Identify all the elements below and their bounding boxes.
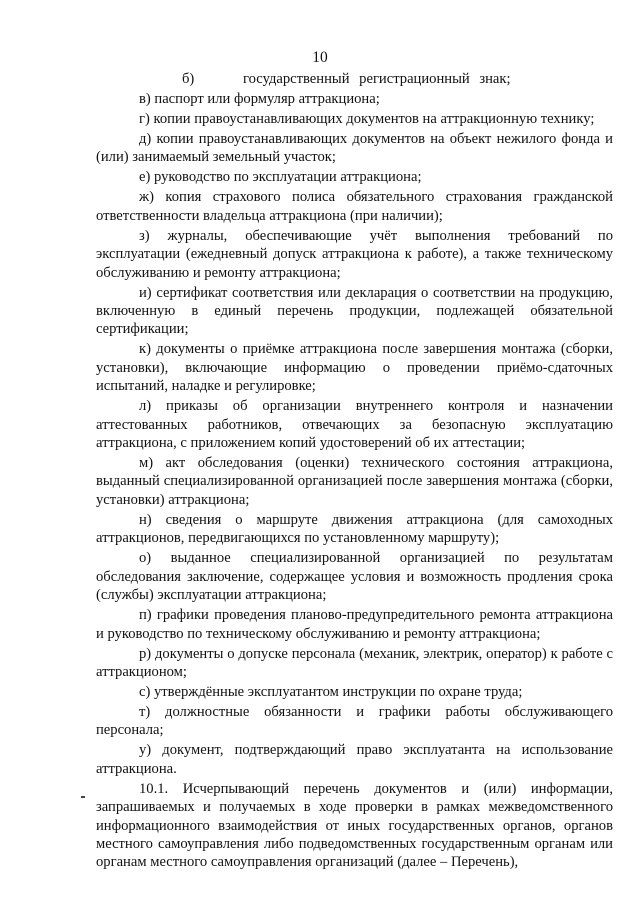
list-item-b-label: б)	[182, 71, 195, 87]
list-item-v: в) паспорт или формуляр аттракциона;	[139, 91, 380, 107]
list-item-s: с) утверждённые эксплуатантом инструкции по охране труда;	[139, 683, 523, 700]
list-item-e: е) руководство по эксплуатации аттракциона;	[139, 169, 422, 186]
paragraph-10-1: 10.1. Исчерпывающий перечень документов и (или) информации, запрашиваемых и получаемых в ходе проверки в рамках межведомственного информационного взаимодействия от иных государственных органов, органов местного самоуправления либо подведомственных государственным органам или органам местного самоуправления организаций (далее – Перечень),	[96, 780, 613, 871]
page-number: 10	[312, 49, 328, 66]
list-item-b	[96, 70, 613, 88]
margin-mark	[81, 796, 85, 798]
list-item-n: н) сведения о маршруте движения аттракциона (для самоходных аттракционов, передвигающихся по установленному маршруту);	[96, 511, 613, 547]
list-item-u: у) документ, подтверждающий право эксплуатанта на использование аттракциона.	[96, 742, 613, 777]
list-item-z: з) журналы, обеспечивающие учёт выполнения требований по эксплуатации (ежедневный допуск аттракциона к работе), а также техническому обслуживанию и ремонту аттракциона;	[96, 227, 613, 281]
list-item-k: к) документы о приёмке аттракциона после завершения монтажа (сборки, установки), включающие информацию о проведении приёмо-сдаточных испытаний, наладке и регулировке;	[96, 341, 613, 395]
list-item-m: м) акт обследования (оценки) технического состояния аттракциона, выданный специализированной организацией после завершения монтажа (сборки, установки) аттракциона;	[96, 455, 613, 508]
list-item-zh: ж) копия страхового полиса обязательного страхования гражданской ответственности владельца аттракциона (при наличии);	[96, 189, 613, 224]
list-item-t: т) должностные обязанности и графики работы обслуживающего персонала;	[96, 703, 613, 739]
list-item-g: г) копии правоустанавливающих документов на аттракционную технику;	[139, 111, 595, 127]
list-item-o: о) выданное специализированной организацией по результатам обследования заключение, содержащее условия и возможность продления срока (службы) эксплуатации аттракциона;	[96, 550, 613, 604]
list-item-l: л) приказы об организации внутреннего контроля и назначении аттестованных работников, отвечающих за безопасную эксплуатацию аттракциона, с приложением копий удостоверений об их аттестации;	[96, 398, 613, 452]
document-body	[96, 70, 613, 873]
list-item-d: д) копии правоустанавливающих документов на объект нежилого фонда и (или) занимаемый земельный участок;	[96, 131, 613, 166]
list-item-b-text: государственный регистрационный знак;	[243, 71, 511, 87]
list-item-p: п) графики проведения планово-предупредительного ремонта аттракциона и руководство по техническому обслуживанию и ремонту аттракциона;	[96, 607, 613, 642]
list-item-i: и) сертификат соответствия или декларация о соответствии на продукцию, включенную в единый перечень продукции, подлежащей обязательной сертификации;	[96, 284, 613, 338]
list-item-r: р) документы о допуске персонала (механик, электрик, оператор) к работе с аттракционом;	[96, 645, 613, 680]
